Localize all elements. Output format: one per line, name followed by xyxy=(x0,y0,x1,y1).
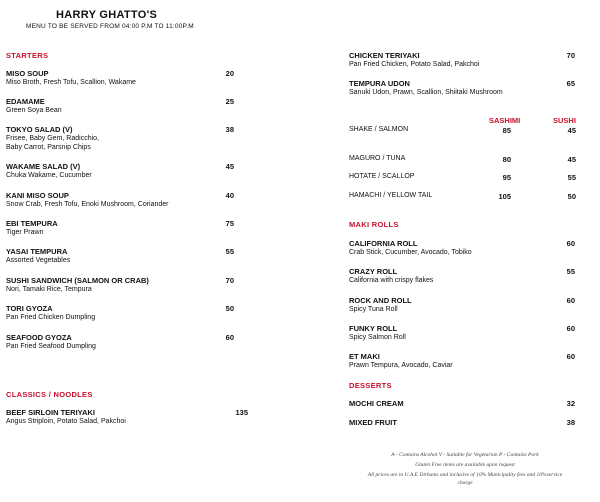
item-price: 75 xyxy=(225,219,234,228)
item-price: 60 xyxy=(225,333,234,342)
menu-item xyxy=(349,79,503,97)
sashimi-price: 80 xyxy=(502,155,511,164)
item-name: TORI GYOZA xyxy=(6,304,53,313)
item-price: 55 xyxy=(225,247,234,256)
sashimi-price: 105 xyxy=(498,192,511,201)
item-name: CRAZY ROLL xyxy=(349,267,398,276)
item-price: 20 xyxy=(225,69,234,78)
item-desc-continued: Baby Carrot, Parsnip Chips xyxy=(6,144,91,151)
sushi-price: 45 xyxy=(567,126,576,135)
sashimi-column-header: SASHIMI xyxy=(489,116,521,125)
sashimi-price: 85 xyxy=(502,126,511,135)
item-price: 38 xyxy=(225,125,234,134)
menu-item xyxy=(6,276,149,294)
item-name: SEAFOOD GYOZA xyxy=(6,333,72,342)
item-name: WAKAME SALAD (V) xyxy=(6,162,81,171)
sushi-column-header: SUSHI xyxy=(553,116,576,125)
sashimi-row-name: HAMACHI / YELLOW TAIL xyxy=(349,192,433,199)
item-desc: Spicy Tuna Roll xyxy=(349,306,398,313)
sashimi-row-name: MAGURO / TUNA xyxy=(349,155,406,162)
item-price: 38 xyxy=(566,418,575,427)
item-name: SUSHI SANDWICH (SALMON OR CRAB) xyxy=(6,276,149,285)
restaurant-title: HARRY GHATTO'S xyxy=(56,9,158,21)
item-price: 25 xyxy=(225,97,234,106)
menu-item xyxy=(349,352,453,370)
item-name: EBI TEMPURA xyxy=(6,219,58,228)
item-desc: Sanuki Udon, Prawn, Scallion, Shiitaki Mushroom xyxy=(349,89,503,96)
gluten-free-note: Gluten Free items are available upon request xyxy=(415,462,515,468)
item-price: 60 xyxy=(566,239,575,248)
menu-item xyxy=(6,125,99,152)
item-price: 70 xyxy=(225,276,234,285)
item-desc: Pan Fried Seafood Dumpling xyxy=(6,343,96,350)
item-desc: Assorted Vegetables xyxy=(6,257,71,264)
desserts-heading: DESSERTS xyxy=(349,381,392,390)
item-price: 135 xyxy=(235,408,248,417)
menu-item xyxy=(349,324,406,342)
item-price: 60 xyxy=(566,352,575,361)
item-desc: Pan Fried Chicken Dumpling xyxy=(6,314,96,321)
price-disclaimer-continued: charge xyxy=(457,480,473,486)
menu-item xyxy=(6,191,169,209)
item-price: 60 xyxy=(566,324,575,333)
dessert-item-name: MIXED FRUIT xyxy=(349,418,397,427)
starters-heading: STARTERS xyxy=(6,51,49,60)
item-desc: Chuka Wakame, Cucumber xyxy=(6,172,92,179)
item-price: 70 xyxy=(566,51,575,60)
item-desc: Nori, Tamaki Rice, Tempura xyxy=(6,286,92,293)
item-price: 32 xyxy=(566,399,575,408)
item-name: CHICKEN TERIYAKI xyxy=(349,51,420,60)
item-name: YASAI TEMPURA xyxy=(6,247,68,256)
item-name: KANI MISO SOUP xyxy=(6,191,69,200)
menu-item xyxy=(6,69,136,87)
item-name: MISO SOUP xyxy=(6,69,49,78)
item-price: 40 xyxy=(225,191,234,200)
menu-item xyxy=(6,333,96,351)
dietary-legend: A - Contains Alcohol V - Suitable for Vegetarian P - Contains Pork xyxy=(391,452,539,458)
maki-rolls-heading: MAKI ROLLS xyxy=(349,220,399,229)
menu-item xyxy=(6,162,92,180)
item-desc: Green Soya Bean xyxy=(6,107,62,114)
item-desc: Angus Striploin, Potato Salad, Pakchoi xyxy=(6,418,126,425)
item-desc: Spicy Salmon Roll xyxy=(349,334,406,341)
item-name: ROCK AND ROLL xyxy=(349,296,412,305)
sashimi-row-name: HOTATE / SCALLOP xyxy=(349,173,415,180)
item-price: 55 xyxy=(566,267,575,276)
item-desc: Snow Crab, Fresh Tofu, Enoki Mushroom, Coriander xyxy=(6,201,169,208)
item-price: 50 xyxy=(225,304,234,313)
menu-item xyxy=(6,219,58,237)
item-desc: California with crispy flakes xyxy=(349,277,434,284)
price-disclaimer: All prices are in U.A.E Dirhams and inclusive of 10% Municipality fees and 10%service xyxy=(367,472,563,478)
sushi-price: 50 xyxy=(567,192,576,201)
menu-item xyxy=(6,247,70,265)
sashimi-price: 95 xyxy=(502,173,511,182)
item-desc: Tiger Prawn xyxy=(6,229,44,236)
classics-heading: CLASSICS / NOODLES xyxy=(6,390,93,399)
item-name: FUNKY ROLL xyxy=(349,324,398,333)
menu-item xyxy=(349,239,472,257)
sushi-price: 55 xyxy=(567,173,576,182)
menu-item xyxy=(6,97,62,115)
menu-item xyxy=(349,267,433,285)
item-price: 45 xyxy=(225,162,234,171)
item-desc: Prawn Tempura, Avocado, Caviar xyxy=(349,362,453,369)
item-desc: Frisee, Baby Gem, Radicchio, xyxy=(6,135,99,142)
menu-item xyxy=(349,51,479,69)
sushi-price: 45 xyxy=(567,155,576,164)
sashimi-row-name: SHAKE / SALMON xyxy=(349,126,409,133)
dessert-item-name: MOCHI CREAM xyxy=(349,399,404,408)
item-name: CALIFORNIA ROLL xyxy=(349,239,418,248)
item-desc: Miso Broth, Fresh Tofu, Scallion, Wakame xyxy=(6,79,136,86)
item-name: BEEF SIRLOIN TERIYAKI xyxy=(6,408,95,417)
menu-item xyxy=(6,304,95,322)
item-price: 60 xyxy=(566,296,575,305)
serving-hours: MENU TO BE SERVED FROM 04:00 P.M TO 11:00P.M xyxy=(26,23,194,30)
item-desc: Crab Stick, Cucumber, Avocado, Tobiko xyxy=(349,249,472,256)
item-name: TOKYO SALAD (V) xyxy=(6,125,73,134)
item-name: ET MAKI xyxy=(349,352,380,361)
menu-item xyxy=(349,296,412,314)
item-name: EDAMAME xyxy=(6,97,45,106)
item-price: 65 xyxy=(566,79,575,88)
item-desc: Pan Fried Chicken, Potato Salad, Pakchoi xyxy=(349,61,480,68)
item-name: TEMPURA UDON xyxy=(349,79,410,88)
menu-item xyxy=(6,408,126,426)
